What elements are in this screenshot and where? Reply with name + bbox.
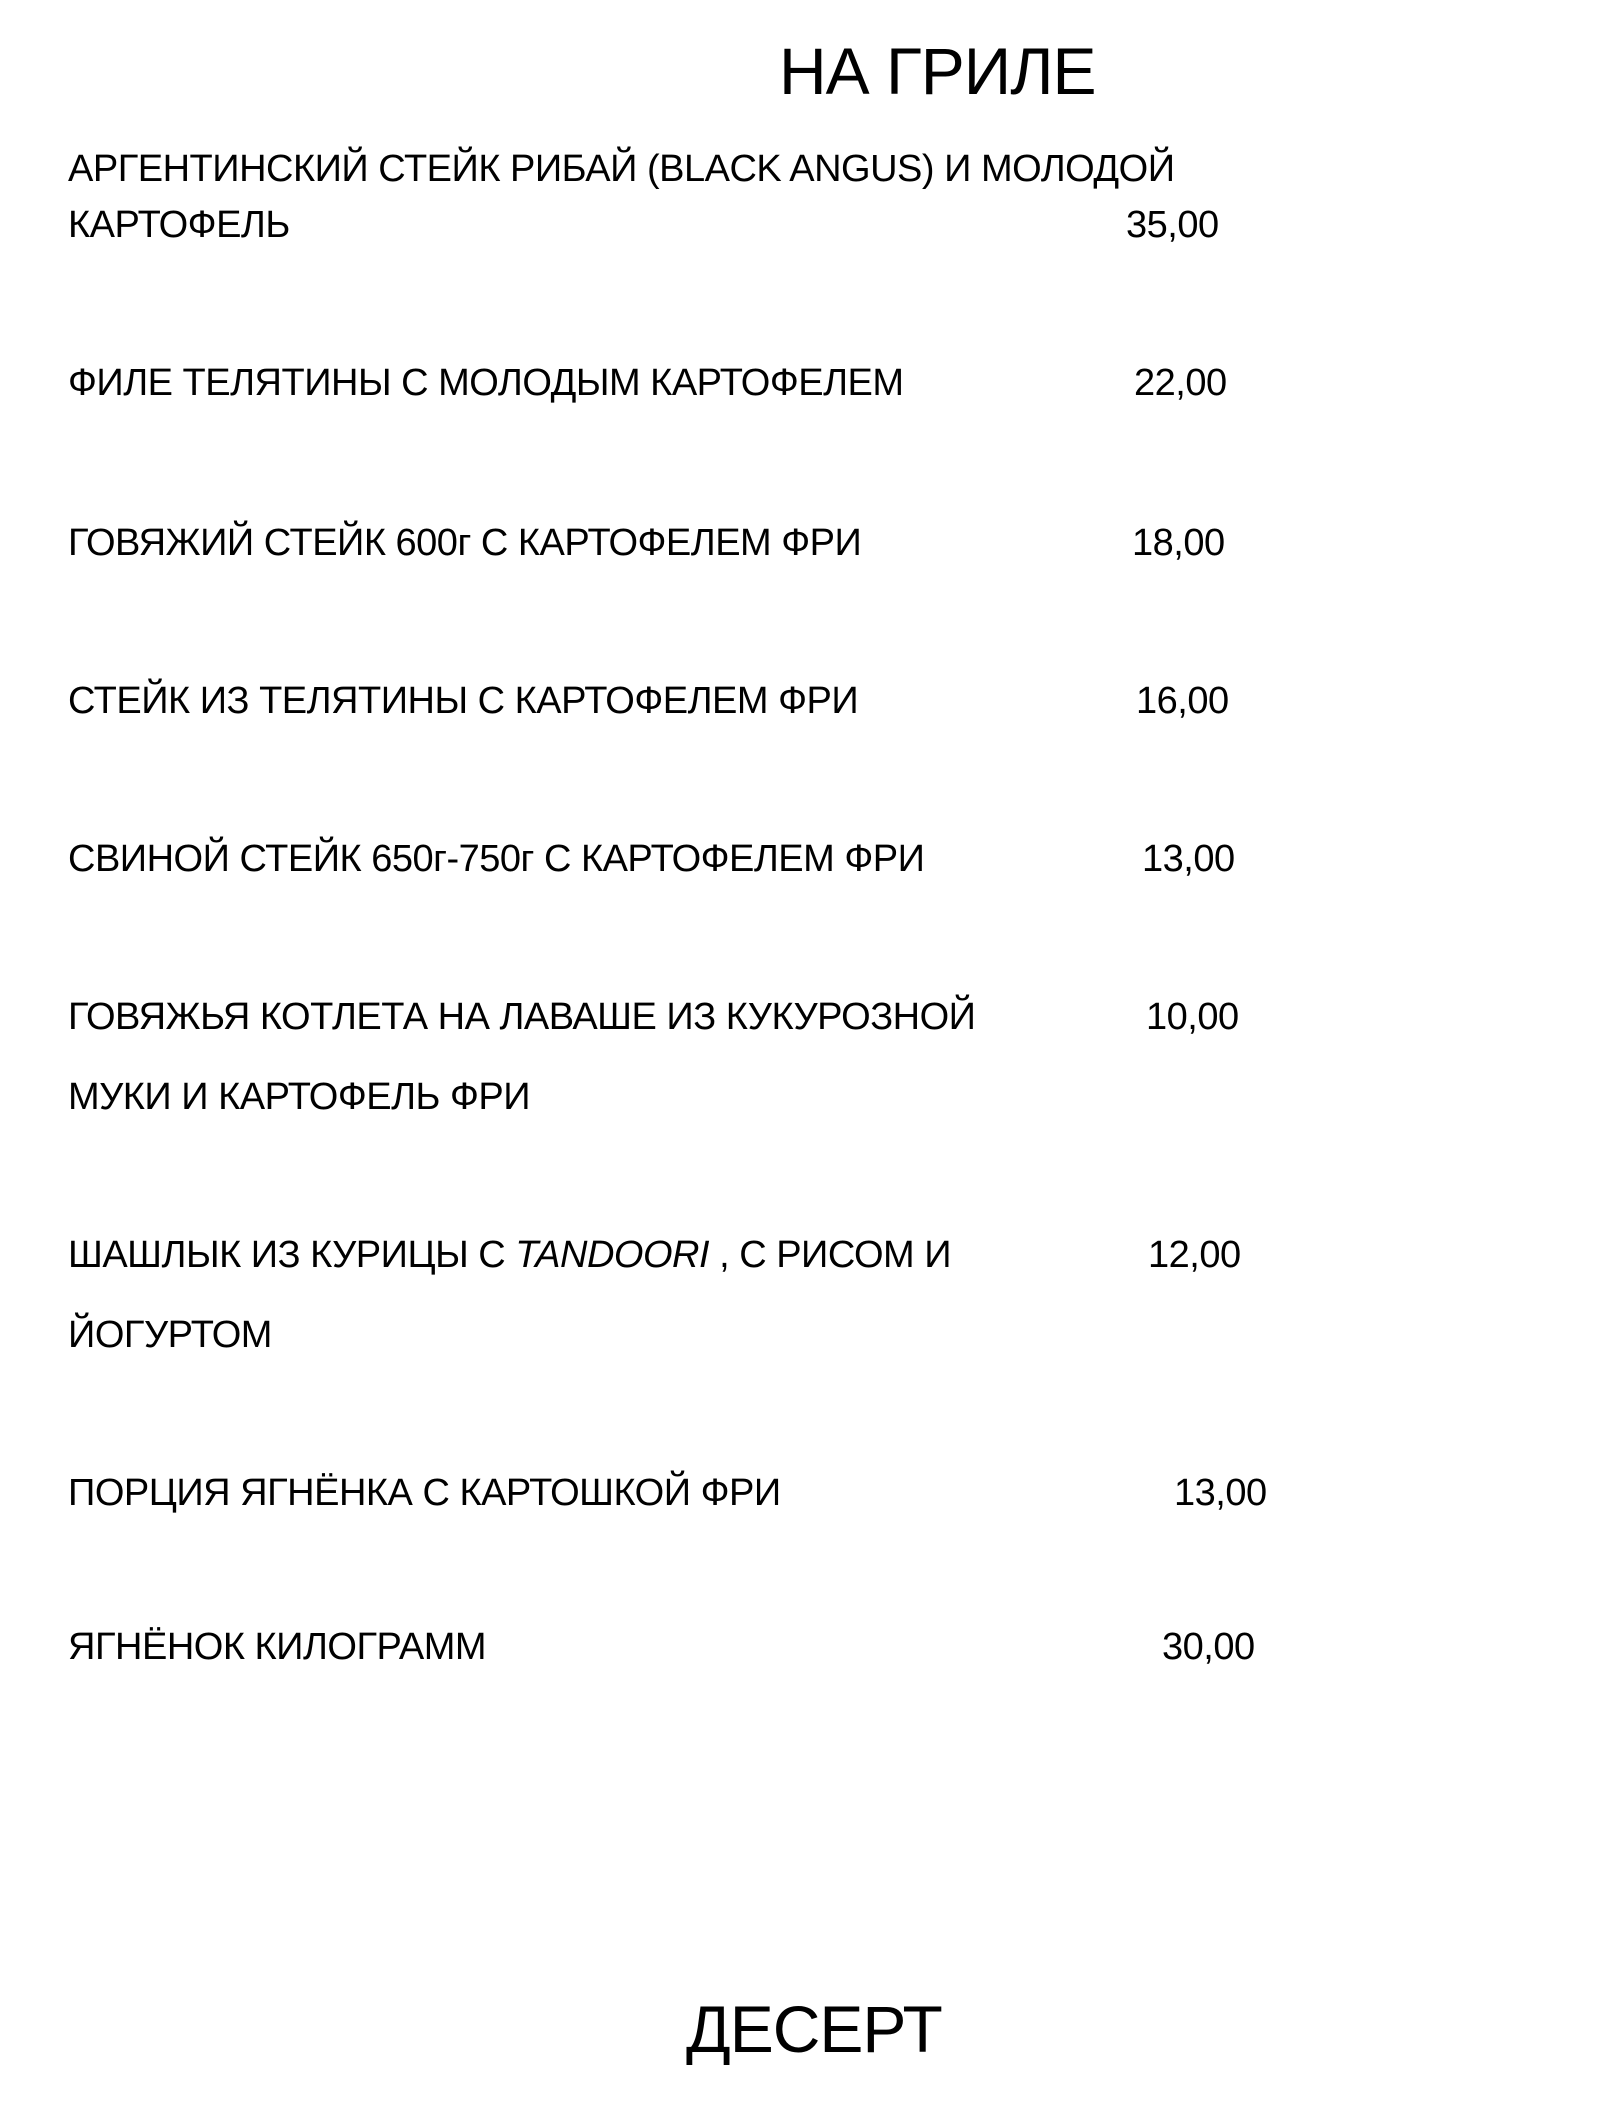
menu-item-name-italic: TANDOORI — [515, 1234, 710, 1276]
menu-item-price: 18,00 — [1132, 522, 1225, 564]
menu-item-name: СТЕЙК ИЗ ТЕЛЯТИНЫ С КАРТОФЕЛЕМ ФРИ — [68, 680, 859, 722]
menu-item-name-continued: КАРТОФЕЛЬ — [68, 204, 290, 246]
menu-item-name-continued: ЙОГУРТОМ — [68, 1314, 272, 1356]
menu-item-name: СВИНОЙ СТЕЙК 650г-750г С КАРТОФЕЛЕМ ФРИ — [68, 838, 925, 880]
menu-item-name: ПОРЦИЯ ЯГНЁНКА С КАРТОШКОЙ ФРИ — [68, 1472, 781, 1514]
menu-item-price: 13,00 — [1174, 1472, 1267, 1514]
section-title-dessert: ДЕСЕРТ — [686, 1992, 942, 2066]
menu-item-price: 10,00 — [1146, 996, 1239, 1038]
menu-item-name: ГОВЯЖЬЯ КОТЛЕТА НА ЛАВАШЕ ИЗ КУКУРОЗНОЙ — [68, 996, 976, 1038]
section-title-grill: НА ГРИЛЕ — [779, 34, 1096, 108]
menu-item-price: 13,00 — [1142, 838, 1235, 880]
menu-item-name-suffix: , С РИСОМ И — [709, 1234, 952, 1276]
menu-item-name: АРГЕНТИНСКИЙ СТЕЙК РИБАЙ (BLACK ANGUS) И МОЛОДОЙ — [68, 148, 1175, 190]
menu-item-name — [68, 1236, 951, 1274]
menu-item-name-prefix: ШАШЛЫК ИЗ КУРИЦЫ С — [68, 1234, 516, 1276]
menu-item-price: 16,00 — [1136, 680, 1229, 722]
menu-item-price: 12,00 — [1148, 1234, 1241, 1276]
menu-item-name: ГОВЯЖИЙ СТЕЙК 600г С КАРТОФЕЛЕМ ФРИ — [68, 522, 862, 564]
menu-item-price: 30,00 — [1162, 1626, 1255, 1668]
menu-item-price: 22,00 — [1134, 362, 1227, 404]
menu-item-name: ЯГНЁНОК КИЛОГРАММ — [68, 1626, 486, 1668]
menu-item-name-continued: МУКИ И КАРТОФЕЛЬ ФРИ — [68, 1076, 531, 1118]
menu-item-price: 35,00 — [1126, 204, 1219, 246]
menu-item-name: ФИЛЕ ТЕЛЯТИНЫ С МОЛОДЫМ КАРТОФЕЛЕМ — [68, 362, 904, 404]
